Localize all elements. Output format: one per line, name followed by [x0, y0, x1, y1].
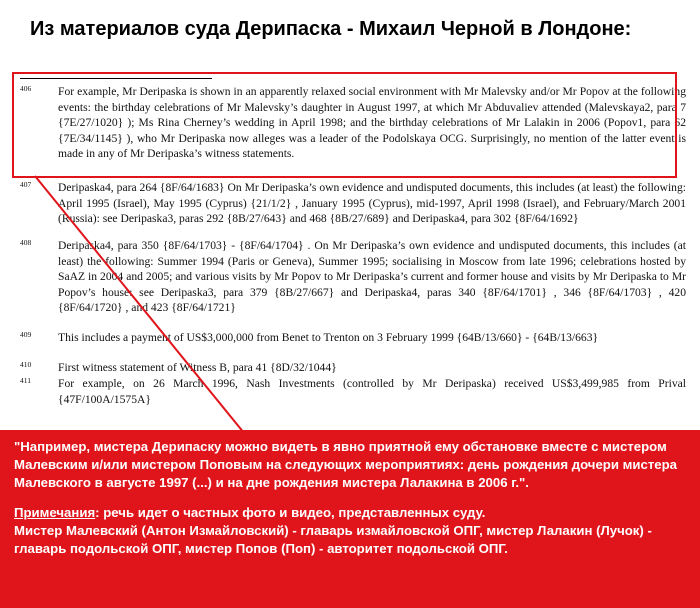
- translation-quote: "Например, мистера Дерипаску можно видеть в явно приятной ему обстановке вместе с мистером Малевским и/или мистером Поповым на следующих мероприятиях: день рождения дочери мистера Малевского в августе 1997 (...) и на дне рождения мистера Лалакина в 2006 г.".: [14, 439, 677, 490]
- footnote-number: 406: [20, 84, 32, 93]
- footnote-text: For example, on 26 March 1996, Nash Investments (controlled by Mr Deripaska) received US$3,499,985 from Prival {47F/100A/1575A}: [58, 377, 686, 406]
- footnote-text: Deripaska4, para 264 {8F/64/1683} On Mr Deripaska’s own evidence and undisputed documents, this includes (at least) the following: April 1995 (Israel), May 1995 (Cyprus) {21/1/2} , January 1995 (Cyprus), mid-1997, April 1998 (Israel), and February/March 2001 (Russia): see Deripaska3, paras 292 {8B/27/643} and 468 {8B/27/689} and Deripaska4, para 302 {8F/64/1692}: [58, 181, 686, 225]
- footnote-number: 409: [20, 330, 32, 339]
- page-headline: Из материалов суда Дерипаска - Михаил Черной в Лондоне:: [30, 18, 632, 40]
- footnote-number: 407: [20, 180, 32, 189]
- footnote-text: Deripaska4, para 350 {8F/64/1703} - {8F/64/1704} . On Mr Deripaska’s own evidence and undisputed documents, this includes (at least) the following: Summer 1994 (Paris or Geneva), Summer 1995; socialising in Moscow from late 1996; celebrations hosted by SaAZ in 2004 and 2005; and various visits by Mr Popov to Mr Deripaska’s current and former house and visits by Mr Deripaska to Mr Popov’s house: see Deripaska3, para 379 {8B/27/667} and Deripaska4, paras 340 {8F/64/1701} , 346 {8F/64/1703} , 420 {8F/64/1720} , and 423 {8F/64/1721}: [58, 239, 686, 314]
- translation-panel: [0, 430, 700, 608]
- persons-note: Мистер Малевский (Антон Измайловский) - главарь измайловской ОПГ, мистер Лалакин (Лучок) - главарь подольской ОПГ, мистер Попов (Поп) - авторитет подольской ОПГ.: [14, 523, 652, 556]
- footnote-number: 410: [20, 360, 32, 369]
- panel-spacer: [14, 492, 688, 504]
- footnote-text: For example, Mr Deripaska is shown in an apparently relaxed social environment with Mr Malevsky and/or Mr Popov at the following events: the birthday celebrations of Mr Malevsky’s daughter in August 1997, at which Mr Abduvaliev attended (Malevskaya2, para 7 {7E/27/1020} ); Ms Rina Cherney’s wedding in April 1998; and the birthday celebrations of Mr Lalakin in 2006 (Popov1, para 62 {7E/34/1145} ), who Mr Deripaska now alleges was a leader of the Podolskaya OCG. Surprisingly, no mention of the latter event is made in any of Mr Deripaska’s witness statements.: [58, 85, 686, 160]
- notes-text: : речь идет о частных фото и видео, представленных суду.: [95, 505, 486, 520]
- notes-label: Примечания: [14, 505, 96, 520]
- footnote-number: 408: [20, 238, 32, 247]
- footnote-text: First witness statement of Witness B, para 41 {8D/32/1044}: [58, 361, 337, 374]
- notes-paragraph: [14, 504, 688, 522]
- footnote-number: 411: [20, 376, 31, 385]
- footnote-text: This includes a payment of US$3,000,000 from Benet to Trenton on 3 February 1999 {64B/13/660} - {64B/13/663}: [58, 331, 599, 344]
